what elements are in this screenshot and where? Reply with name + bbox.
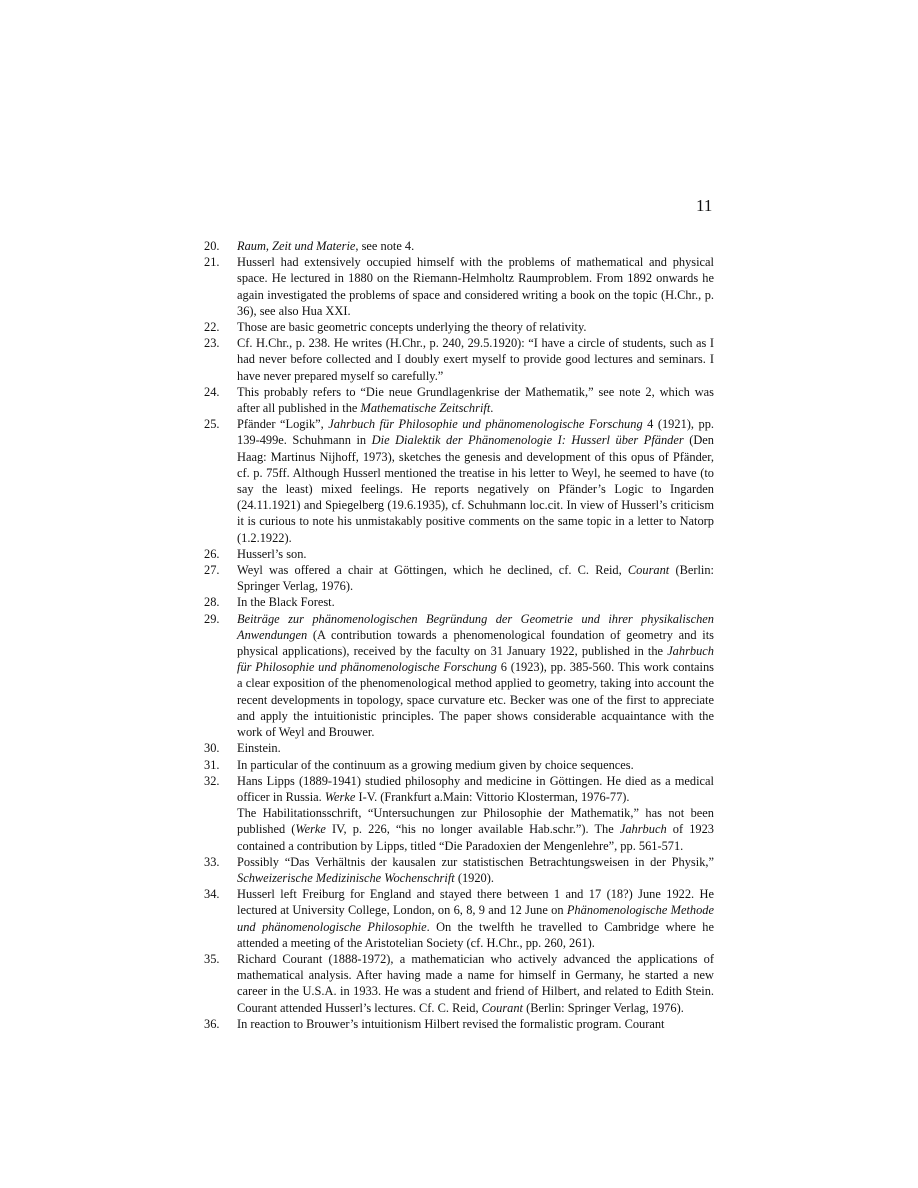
note-italic-text: Beiträge zur phänomenologischen Begründung der Geometrie und ihrer physikalischen Anwendungen: [237, 611, 714, 642]
footnote-body: [237, 612, 714, 739]
note-italic-text: Werke: [295, 822, 326, 837]
footnote-number: 25.: [204, 417, 220, 432]
note-text: In reaction to Brouwer’s intuitionism Hilbert revised the formalistic program. Courant: [237, 1016, 665, 1031]
note-text: (Berlin: Springer Verlag, 1976).: [237, 563, 714, 594]
footnote: [204, 319, 714, 335]
footnote-number: 29.: [204, 611, 220, 626]
footnote-body: [237, 320, 586, 334]
footnote-number: 30.: [204, 741, 220, 756]
footnote-number: 34.: [204, 887, 220, 902]
note-text: Weyl was offered a chair at Göttingen, which he declined, cf. C. Reid,: [237, 563, 628, 578]
footnote-body: [237, 758, 634, 772]
footnote-body: [237, 563, 714, 593]
footnote: [204, 757, 714, 773]
footnote-number: 32.: [204, 773, 220, 788]
footnote: [204, 335, 714, 384]
note-italic-text: Werke: [324, 789, 356, 804]
note-text: Hans Lipps (1889-1941) studied philosophy and medicine in Göttingen. He died as a medical officer in Russia.: [237, 773, 714, 804]
note-text: Cf. H.Chr., p. 238. He writes (H.Chr., p. 240, 29.5.1920): “I have a circle of students, such as I had never before collected and I doubly exert myself to provide good lectures and seminars. I have never prepared myself so carefully.”: [237, 336, 714, 383]
note-text: (A contribution towards a phenomenological foundation of geometry and its physical applications), received by the faculty on 31 January 1922, published in the: [237, 627, 714, 659]
footnote-number: 22.: [204, 320, 220, 335]
note-italic-text: Courant: [627, 563, 670, 578]
note-text: The Habilitationsschrift, “Untersuchungen zur Philosophie der Mathematik,” has not been published (: [237, 806, 714, 837]
note-italic-text: Jahrbuch für Philosophie und phänomenologische Forschung: [237, 644, 714, 675]
footnote-body: [237, 417, 714, 544]
footnote-body: [237, 1017, 665, 1031]
footnote-body: [237, 774, 714, 853]
page-number: 11: [696, 196, 713, 215]
footnote-number: 23.: [204, 336, 220, 351]
footnote-body: [237, 547, 307, 561]
footnote-body: [237, 595, 335, 609]
footnote-body: [237, 385, 714, 415]
note-italic-text: Schweizerische Medizinische Wochenschrift: [237, 870, 455, 885]
footnote-number: 27.: [204, 563, 220, 578]
footnote-body: [237, 952, 714, 1015]
note-italic-text: Jahrbuch: [619, 822, 667, 837]
footnote: [204, 254, 714, 319]
note-text: Einstein.: [237, 741, 281, 756]
footnote: [204, 854, 714, 886]
note-text: I-V. (Frankfurt a.Main: Vittorio Klosterman, 1976-77).: [355, 789, 630, 804]
footnote-body: [237, 239, 414, 253]
note-italic-text: Jahrbuch für Philosophie und phänomenologische Forschung: [328, 417, 643, 432]
note-text: (Den Haag: Martinus Nijhoff, 1973), sketches the genesis and development of this opus of Pfänder, cf. p. 75ff. Although Husserl mentioned the treatise in his letter to Weyl, he seemed to have (to say the least) mixed feelings. He reports negatively on Pfänder’s Logic to Ingarden (24.11.1921) and Spiegelberg (19.6.1935), cf. Schuhmann loc.cit. In view of Husserl’s criticism it is curious to note his unmistakably positive comments on the same topic in a letter to Natorp (1.2.1922).: [237, 433, 714, 545]
note-text: .: [490, 401, 494, 416]
footnote: [204, 546, 714, 562]
note-italic-text: Phänomenologische Methode und phänomenologische Philosophie: [237, 903, 714, 934]
footnote-body: [237, 887, 714, 950]
footnote-number: 36.: [204, 1016, 220, 1031]
note-text: of 1923 contained a contribution by Lipps, titled “Die Paradoxien der Mengenlehre”, pp. 561-571.: [237, 822, 714, 853]
footnote: [204, 611, 714, 741]
footnote: [204, 1016, 714, 1032]
note-text: This probably refers to “Die neue Grundlagenkrise der Mathematik,” see note 2, which was after all published in the: [237, 384, 714, 416]
footnote-number: 28.: [204, 595, 220, 610]
note-italic-text: Die Dialektik der Phänomenologie I: Husserl über Pfänder: [371, 433, 684, 448]
footnote: [204, 562, 714, 594]
footnote-continuation: [237, 806, 714, 852]
note-italic-text: Raum, Zeit und Materie: [237, 239, 356, 253]
note-text: (Berlin: Springer Verlag, 1976).: [522, 1000, 684, 1015]
footnote-body: [237, 855, 714, 885]
note-italic-text: Courant: [481, 1000, 523, 1015]
footnote: [204, 740, 714, 756]
footnote-number: 33.: [204, 854, 220, 869]
footnote: [204, 384, 714, 416]
note-text: Those are basic geometric concepts underlying the theory of relativity.: [237, 320, 587, 335]
note-text: IV, p. 226, “his no longer available Hab.schr.”). The: [325, 822, 620, 837]
note-text: Husserl’s son.: [237, 546, 307, 561]
footnote-number: 35.: [204, 951, 220, 966]
footnote-number: 31.: [204, 757, 220, 772]
note-text: In particular of the continuum as a growing medium given by choice sequences.: [237, 757, 634, 772]
note-italic-text: Mathematische Zeitschrift: [360, 401, 491, 416]
footnote-body: [237, 741, 281, 755]
footnote-number: 24.: [204, 384, 220, 399]
footnote-number: 26.: [204, 546, 220, 561]
note-text: (1920).: [454, 870, 494, 885]
footnote: [204, 416, 714, 546]
footnote: [204, 886, 714, 951]
note-text: . On the twelfth he travelled to Cambridge where he attended a meeting of the Aristotelian Society (cf. H.Chr., pp. 260, 261).: [237, 919, 714, 950]
note-text: Pfänder “Logik”,: [237, 417, 329, 432]
footnote: [204, 238, 714, 254]
note-text: Richard Courant (1888-1972), a mathematician who actively advanced the applications of mathematical analysis. After having made a name for himself in Germany, he started a new career in the U.S.A. in 1933. He was a student and friend of Hilbert, and related to Edith Stein. Courant attended Husserl’s lectures. Cf. C. Reid,: [237, 951, 714, 1015]
note-text: Husserl left Freiburg for England and stayed there between 1 and 17 (18?) June 1922. He lectured at University College, London, on 6, 8, 9 and 12 June on: [237, 887, 714, 918]
footnotes-list: [204, 238, 714, 1032]
footnote-number: 21.: [204, 255, 220, 270]
footnote-number: 20.: [204, 239, 220, 253]
footnote: [204, 773, 714, 854]
footnote-body: [237, 336, 714, 382]
note-text: , see note 4.: [355, 239, 415, 253]
note-text: 4 (1921), pp. 139-499e. Schuhmann in: [237, 417, 714, 448]
note-text: Possibly “Das Verhältnis der kausalen zur statistischen Betrachtungsweisen in der Physik,”: [237, 854, 714, 869]
note-text: Husserl had extensively occupied himself with the problems of mathematical and physical space. He lectured in 1880 on the Riemann-Helmholtz Raumproblem. From 1892 onwards he again investigated the problems of space and considered writing a book on the topic (H.Chr., p. 36), see also Hua XXI.: [237, 255, 714, 318]
footnote: [204, 951, 714, 1016]
footnote-body: [237, 255, 714, 318]
note-text: 6 (1923), pp. 385-560. This work contains a clear exposition of the phenomenological method applied to geometry, taking into account the recent developments in topology, space curvature etc. Becker was one of the first to appreciate and apply the intuitionistic principles. The paper shows considerable acquaintance with the work of Weyl and Brouwer.: [237, 660, 714, 740]
note-text: In the Black Forest.: [237, 595, 335, 610]
footnote: [204, 594, 714, 610]
